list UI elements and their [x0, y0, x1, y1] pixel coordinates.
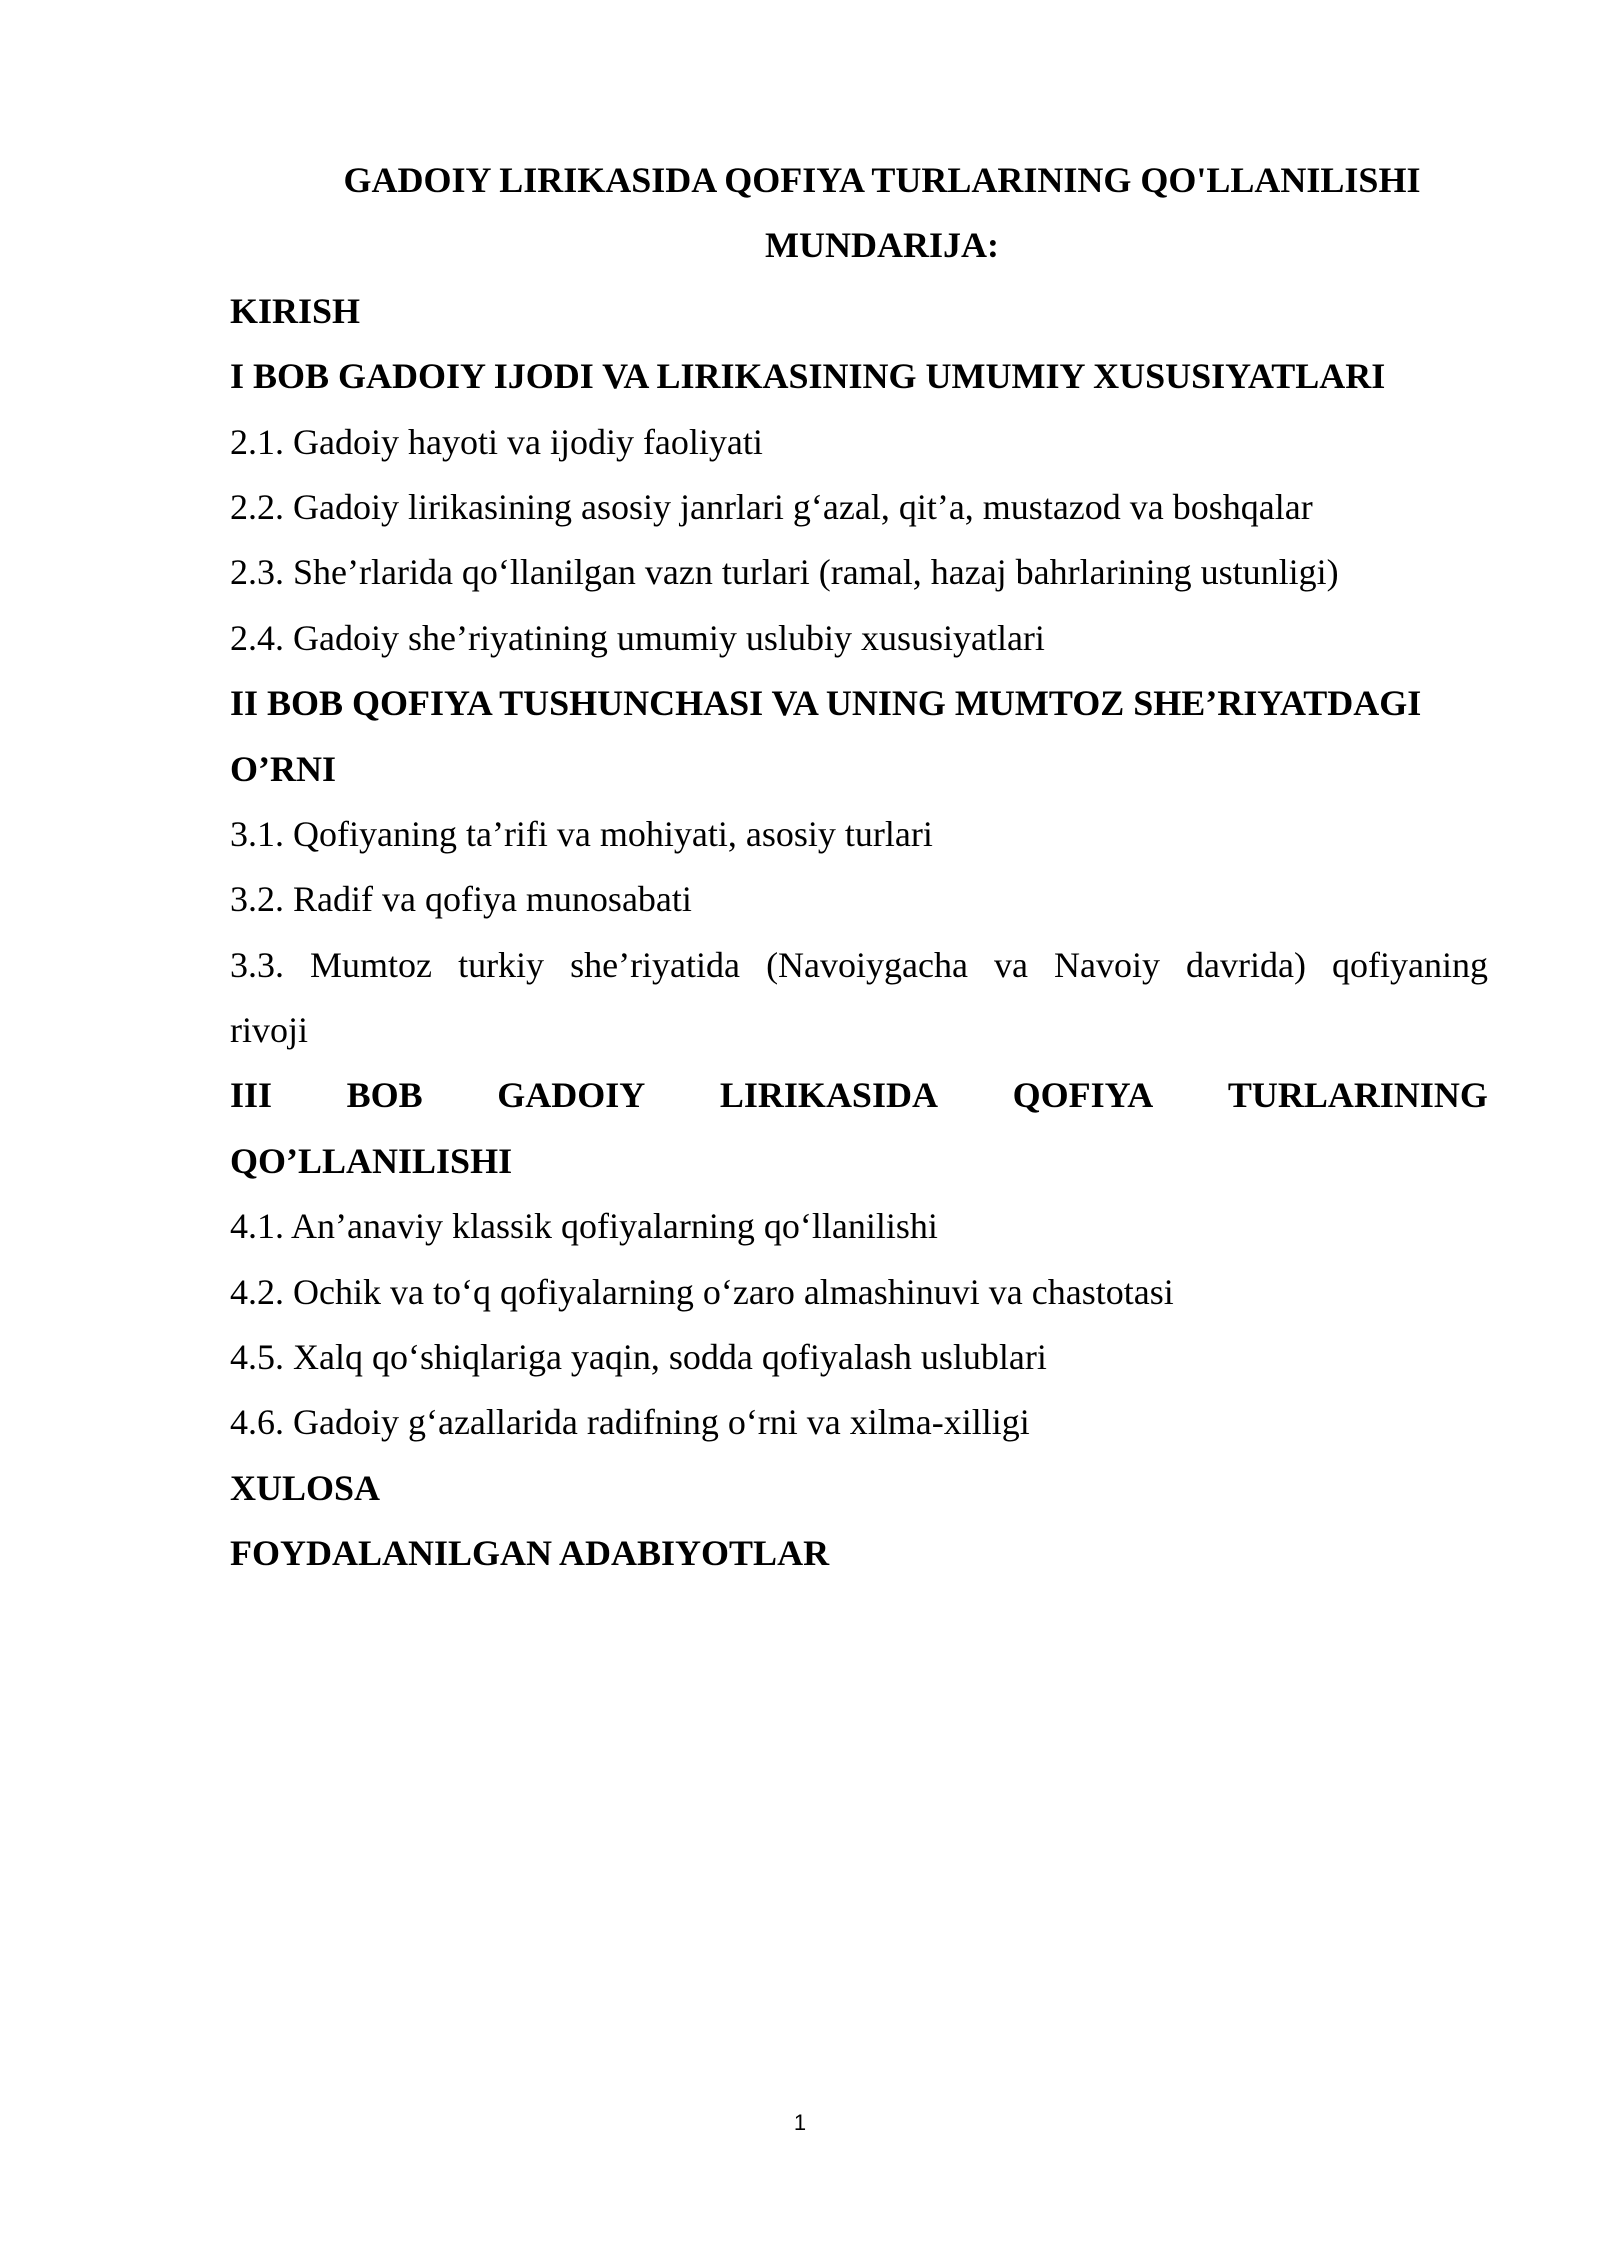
toc-word: (Navoiygacha [766, 944, 968, 985]
toc-entry-4-6: 4.6. Gadoiy g‘azallarida radifning o‘rni va xilma-xilligi [230, 1402, 1030, 1443]
document-title: GADOIY LIRIKASIDA QOFIYA TURLARINING QO'LLANILISHI [343, 160, 1421, 200]
toc-entry-4-1: 4.1. An’anaviy klassik qofiyalarning qo‘llanilishi [230, 1206, 938, 1247]
toc-word: 3.3. [230, 944, 284, 985]
toc-word: Mumtoz [310, 944, 433, 985]
chapter-2-title-line-1: II BOB QOFIYA TUSHUNCHASI VA UNING MUMTOZ SHE’RIYATDAGI [230, 683, 1422, 724]
toc-entry-3-2: 3.2. Radif va qofiya munosabati [230, 879, 692, 920]
chapter-3-title-word: GADOIY [497, 1075, 646, 1116]
toc-entry-2-4: 2.4. Gadoiy she’riyatining umumiy uslubiy xususiyatlari [230, 617, 1045, 658]
toc-entry-2-3: 2.3. She’rlarida qo‘llanilgan vazn turlari (ramal, hazaj bahrlarining ustunligi) [230, 552, 1339, 593]
toc-entry-3-3-line-1 [230, 933, 1488, 998]
chapter-3-title-word: TURLARINING [1227, 1075, 1488, 1116]
toc-entry-conclusion: XULOSA [230, 1467, 381, 1508]
toc-entry-intro: KIRISH [230, 290, 361, 331]
toc-word: she’riyatida [570, 944, 741, 985]
table-of-contents [230, 148, 1488, 1587]
toc-entry-4-2: 4.2. Ochik va to‘q qofiyalarning o‘zaro almashinuvi va chastotasi [230, 1271, 1174, 1312]
toc-word: Navoiy [1054, 944, 1160, 985]
chapter-3-title-line-2: QO’LLANILISHI [230, 1140, 513, 1181]
toc-entry-references: FOYDALANILGAN ADABIYOTLAR [230, 1533, 830, 1574]
chapter-3-title-word: BOB [346, 1075, 423, 1116]
toc-entry-2-2: 2.2. Gadoiy lirikasining asosiy janrlari g‘azal, qit’a, mustazod va boshqalar [230, 486, 1313, 527]
toc-word: turkiy [458, 944, 545, 985]
chapter-3-title-line-1 [230, 1063, 1488, 1128]
toc-word: qofiyaning [1332, 944, 1488, 985]
toc-word: va [994, 944, 1028, 985]
chapter-2-title-line-2: O’RNI [230, 748, 336, 789]
toc-entry-2-1: 2.1. Gadoiy hayoti va ijodiy faoliyati [230, 421, 763, 462]
toc-heading: MUNDARIJA: [765, 225, 999, 266]
toc-entry-3-3-line-2: rivoji [230, 1010, 308, 1051]
chapter-3-title-word: III [230, 1075, 273, 1116]
toc-word: davrida) [1186, 944, 1306, 985]
toc-entry-4-5: 4.5. Xalq qo‘shiqlariga yaqin, sodda qofiyalash uslublari [230, 1337, 1047, 1378]
toc-entry-3-1: 3.1. Qofiyaning ta’rifi va mohiyati, asosiy turlari [230, 813, 933, 854]
chapter-3-title-word: QOFIYA [1012, 1075, 1154, 1116]
chapter-3-title-word: LIRIKASIDA [719, 1075, 938, 1116]
page-number: 1 [793, 2110, 807, 2135]
chapter-1-title: I BOB GADOIY IJODI VA LIRIKASINING UMUMIY XUSUSIYATLARI [230, 356, 1386, 397]
